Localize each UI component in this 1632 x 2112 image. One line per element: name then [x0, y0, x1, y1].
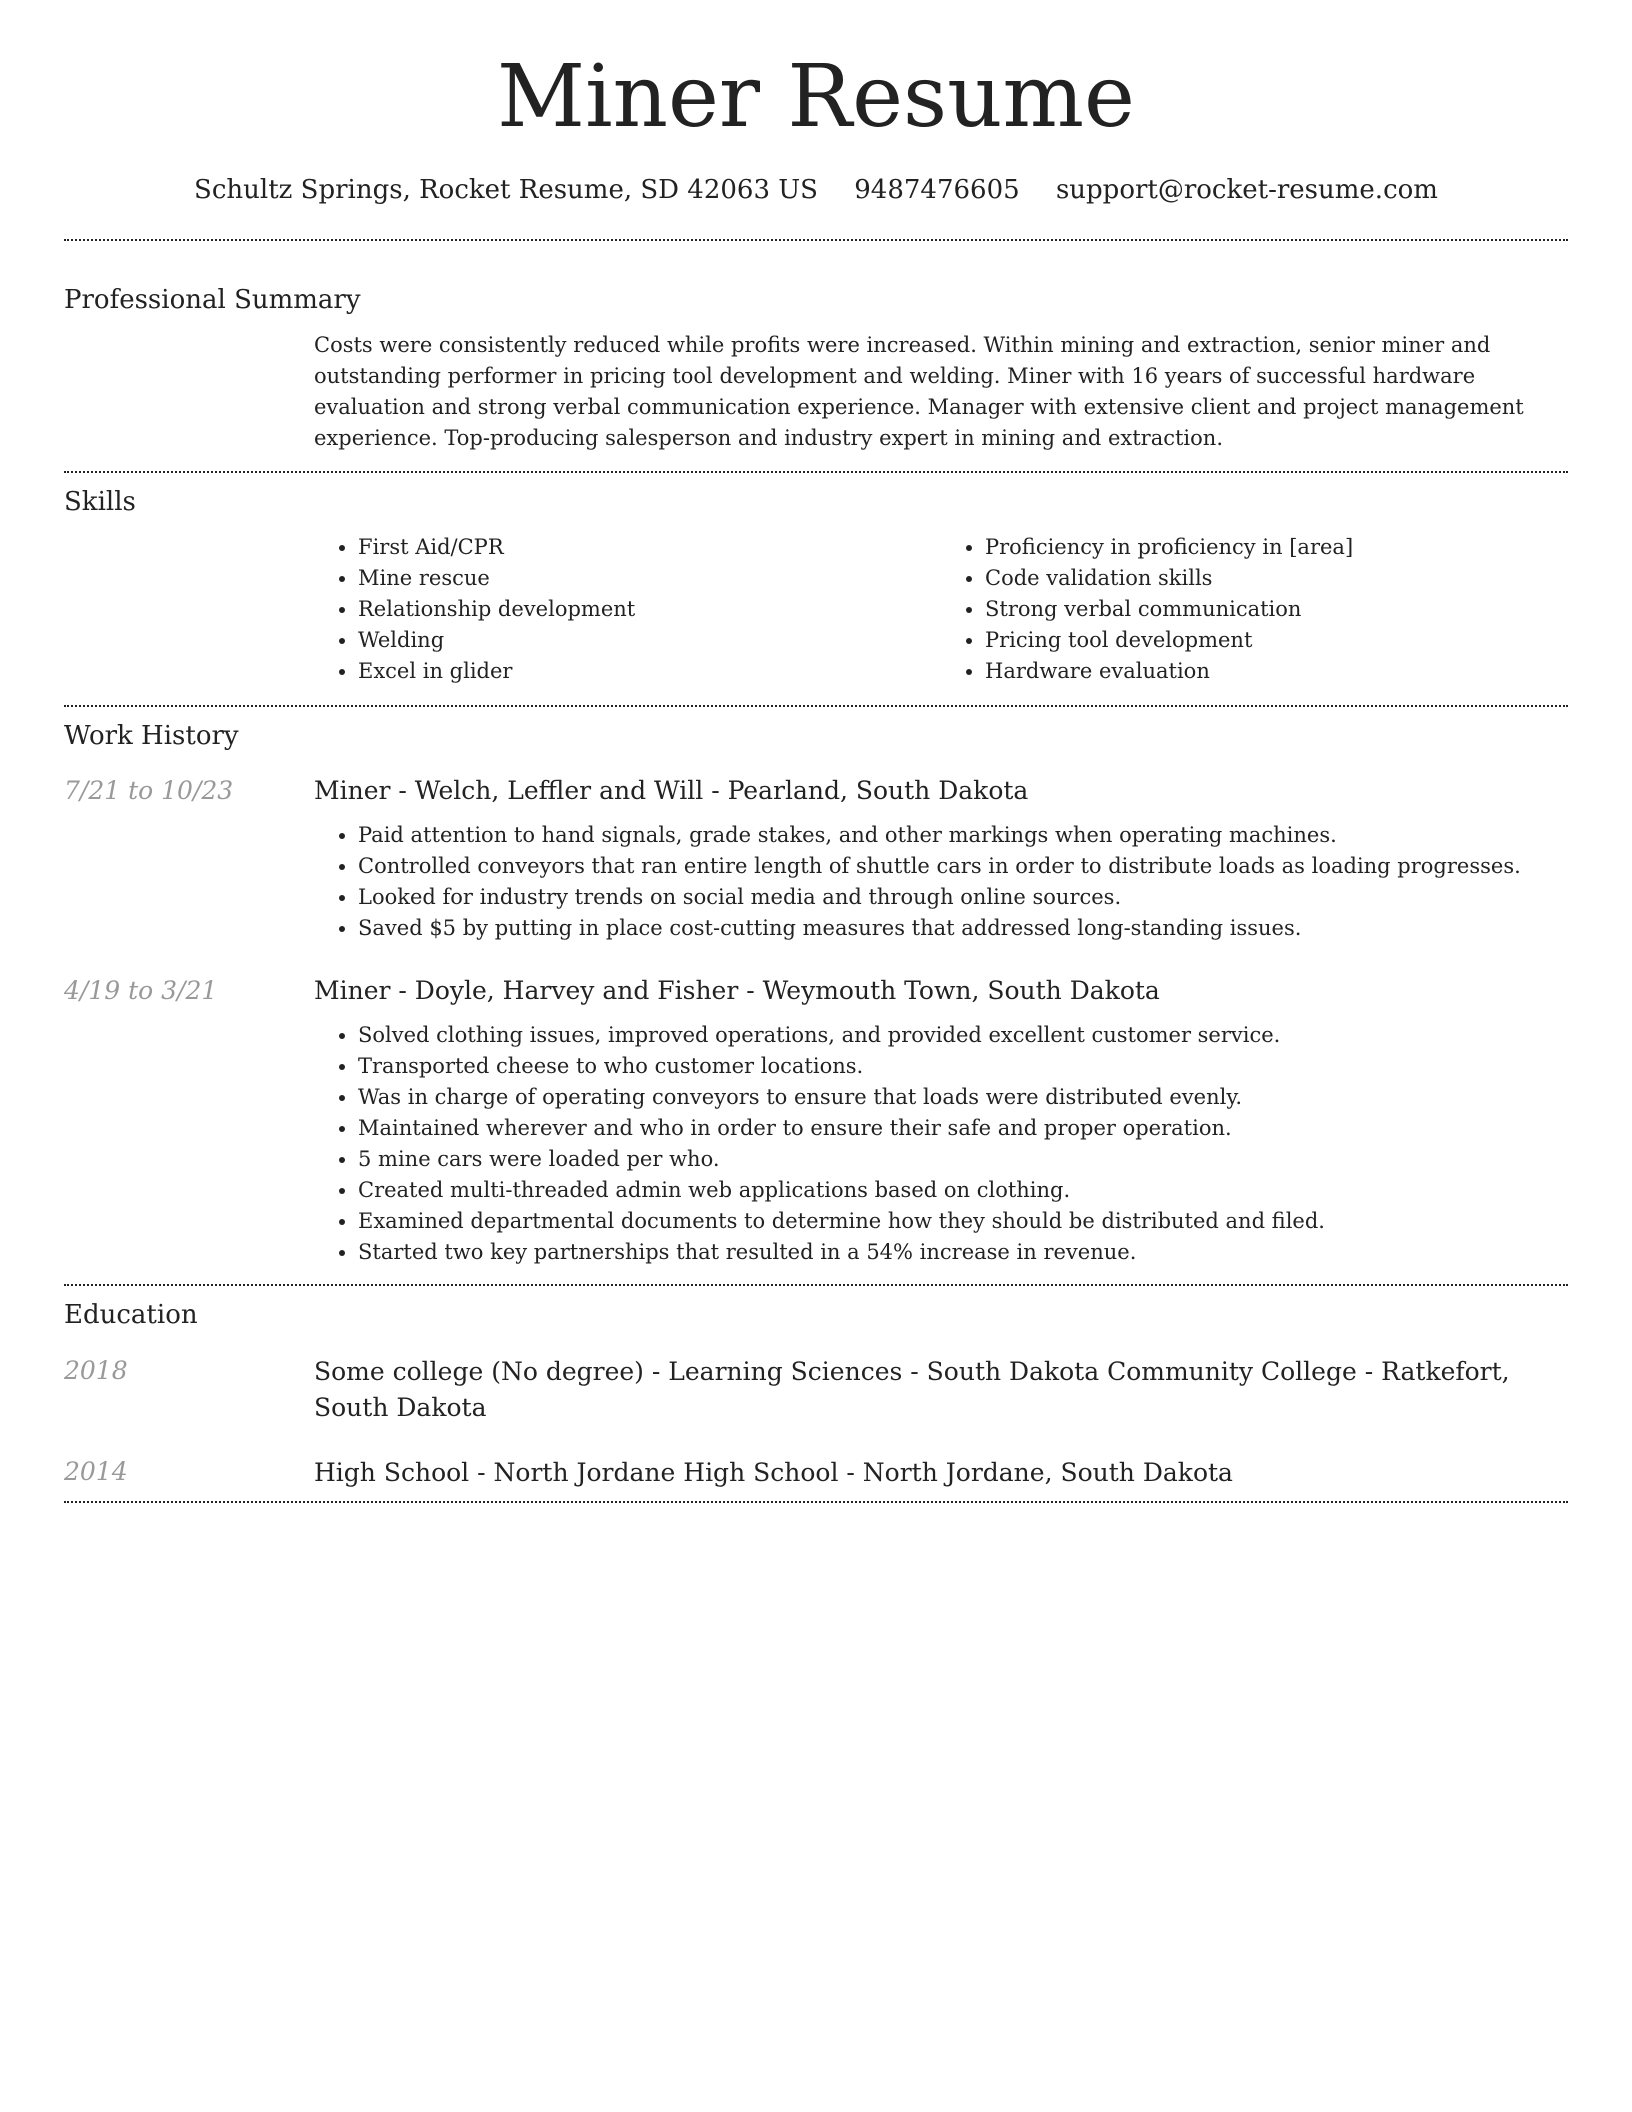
education-heading: Some college (No degree) - Learning Sciences - South Dakota Community College - Ratkefort, South Dakota: [314, 1357, 1510, 1422]
skill-item: • Proficiency in proficiency in [area]: [985, 532, 1568, 563]
skill-item: • Hardware evaluation: [985, 656, 1568, 687]
work-section-title: Work History: [64, 721, 239, 751]
job-bullets: [314, 820, 1568, 944]
summary-divider: [64, 471, 1568, 473]
job-bullets: [314, 1020, 1568, 1268]
skill-item: • First Aid/CPR: [358, 532, 941, 563]
summary-row: [64, 330, 1568, 454]
skill-item: • Mine rescue: [358, 563, 941, 594]
job-bullet: • Was in charge of operating conveyors to ensure that loads were distributed evenly.: [358, 1082, 1568, 1113]
education-entry: [64, 1354, 1568, 1426]
education-entry: [64, 1455, 1568, 1491]
job-bullet: • Maintained wherever and who in order to ensure their safe and proper operation.: [358, 1113, 1568, 1144]
skills-section-title: Skills: [64, 487, 136, 517]
skills-left-spacer: [64, 532, 314, 687]
job-bullet: • Created multi-threaded admin web applications based on clothing.: [358, 1175, 1568, 1206]
job-bullet: • Transported cheese to who customer locations.: [358, 1051, 1568, 1082]
summary-left-spacer: [64, 330, 314, 454]
skill-item: • Strong verbal communication: [985, 594, 1568, 625]
skills-row: [64, 532, 1568, 687]
job-heading: Miner - Doyle, Harvey and Fisher - Weymouth Town, South Dakota: [314, 976, 1160, 1005]
job-dates: 4/19 to 3/21: [64, 976, 218, 1005]
job-body: [314, 774, 1568, 944]
job-bullet: • Started two key partnerships that resulted in a 54% increase in revenue.: [358, 1237, 1568, 1268]
job-bullet: • Looked for industry trends on social media and through online sources.: [358, 882, 1568, 913]
job-body: [314, 974, 1568, 1268]
education-year: 2014: [64, 1457, 128, 1486]
summary-text: Costs were consistently reduced while profits were increased. Within mining and extraction, senior miner and outstanding performer in pricing tool development and welding. Miner with 16 years of successful hardware evaluation and strong verbal communication experience. Manager with extensive client and project management experience. Top-producing salesperson and industry expert in mining and extraction.: [314, 333, 1524, 450]
job-heading: Miner - Welch, Leffler and Will - Pearland, South Dakota: [314, 776, 1029, 805]
header-divider: [64, 239, 1568, 241]
summary-section-title: Professional Summary: [64, 285, 361, 315]
skills-divider: [64, 705, 1568, 707]
skill-item: • Welding: [358, 625, 941, 656]
contact-address: Schultz Springs, Rocket Resume, SD 42063 US: [194, 175, 818, 205]
contact-phone: 9487476605: [854, 175, 1020, 205]
skill-item: • Pricing tool development: [985, 625, 1568, 656]
resume-name: Miner Resume: [497, 47, 1135, 147]
skill-item: • Excel in glider: [358, 656, 941, 687]
skills-columns: [314, 532, 1568, 687]
education-year: 2018: [64, 1356, 128, 1385]
job-bullet: • 5 mine cars were loaded per who.: [358, 1144, 1568, 1175]
skills-list-left: [314, 532, 941, 687]
job-bullet: • Controlled conveyors that ran entire length of shuttle cars in order to distribute loads as loading progresses.: [358, 851, 1568, 882]
job-entry: [64, 974, 1568, 1268]
job-bullet: • Paid attention to hand signals, grade stakes, and other markings when operating machines.: [358, 820, 1568, 851]
job-bullet: • Solved clothing issues, improved operations, and provided excellent customer service.: [358, 1020, 1568, 1051]
education-divider: [64, 1501, 1568, 1503]
skill-item: • Code validation skills: [985, 563, 1568, 594]
job-entry: [64, 774, 1568, 944]
contact-line: [64, 177, 1568, 203]
job-dates: 7/21 to 10/23: [64, 776, 234, 805]
work-divider: [64, 1284, 1568, 1286]
skills-list-right: [941, 532, 1568, 687]
skill-item: • Relationship development: [358, 594, 941, 625]
education-heading: High School - North Jordane High School - North Jordane, South Dakota: [314, 1458, 1233, 1487]
job-bullet: • Examined departmental documents to determine how they should be distributed and filed.: [358, 1206, 1568, 1237]
job-bullet: • Saved $5 by putting in place cost-cutting measures that addressed long-standing issues.: [358, 913, 1568, 944]
contact-email: support@rocket-resume.com: [1055, 175, 1438, 205]
education-section-title: Education: [64, 1300, 198, 1330]
